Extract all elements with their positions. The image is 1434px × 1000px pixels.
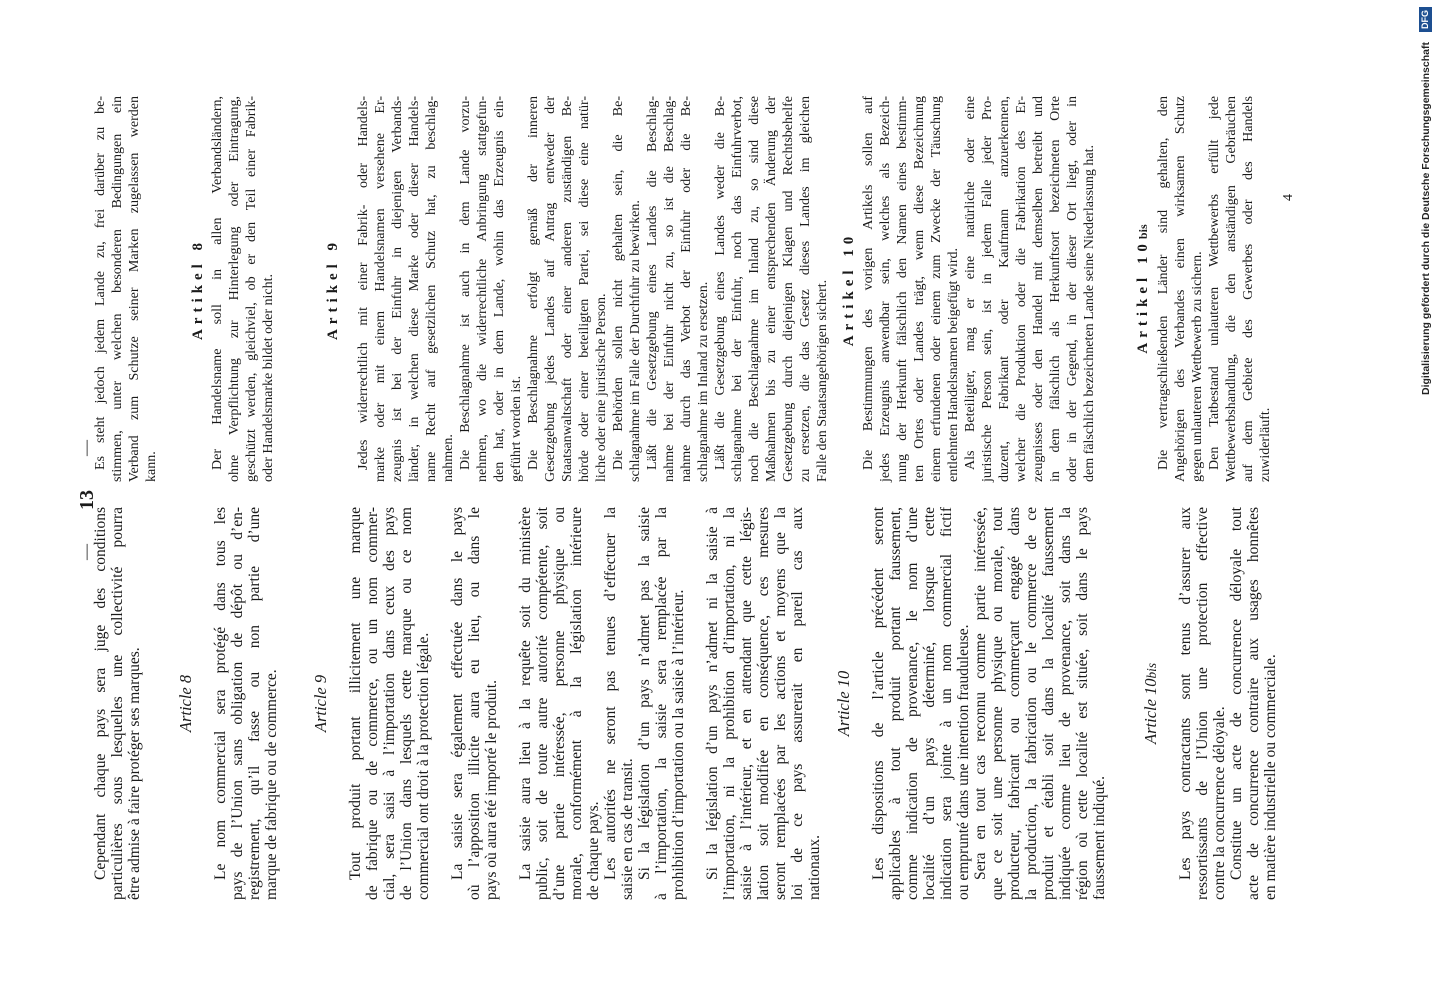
paragraph [644,96,712,482]
page-number: 13 [75,490,98,510]
text-line: schlagnahme im Falle der Durchfuhr zu bewirken. [628,200,643,482]
text-line: Si la législation d’un pays n’admet ni la saisie à [704,507,721,880]
text-line: hörde oder einer beteiligten Partei, sei diese eine natür- [577,96,592,482]
text-line: Falle den Staatsangehörigen sichert. [815,279,830,482]
text-line: Staatsanwaltschaft oder einer anderen zuständigen Be- [560,96,575,482]
text-line: kann. [144,451,159,482]
article-heading [177,507,194,900]
text-line: loi de ce pays assurerait en pareil cas aux [789,507,806,900]
paragraph [212,507,280,900]
article-heading-text: Artikel 10 [1135,239,1151,354]
text-line: indication sera jointe à un nom commercial fictif [938,507,955,900]
paragraph [457,96,525,482]
text-line: nationaux. [806,835,823,900]
text-line: saisie en cas de transit. [619,758,636,900]
article-heading-suffix: bis [1136,224,1150,240]
header-dash-left: — [78,544,95,560]
text-line: Maßnahmen bis zu einer entsprechenden Änderung der [764,96,779,482]
text-line: zu ersetzen, die das Gesetz dieses Landes im gleichen [798,96,813,482]
french-section [92,507,143,900]
german-section [325,96,831,482]
text-line: la production, la fabrication ou le commerce de ce [1023,507,1040,900]
text-line: être admise à faire protéger ses marques. [126,647,143,900]
text-line: Jedes widerrechtlich mit einer Fabrik- oder Handels- [356,96,371,470]
text-line: de chaque pays. [585,801,602,900]
text-line: name Recht auf gesetzlichen Schutz hat, zu beschlag- [424,96,439,482]
text-line: que ce soit une personne physique ou morale, tout [989,507,1006,900]
text-line: zeugnis ist bei der Einfuhr in diejenigen Verbands- [390,96,405,482]
paragraph [525,96,610,482]
text-line: Angehörigen des Verbandes einen wirksamen Schutz [1173,96,1188,482]
text-line: in dem fälschlich als Herkunftsort bezeichneten Orte [1048,96,1063,482]
text-line: marke oder mit einem Handelsnamen versehene Er- [373,96,388,482]
paragraph [1177,507,1228,900]
text-line: länder, in welchen diese Marke oder dieser Handels- [407,96,422,482]
text-line: acte de concurrence contraire aux usages honnêtes [1245,507,1262,900]
article-heading-text: Artikel 9 [325,237,341,341]
text-line: La saisie sera également effectuée dans le pays [449,507,466,880]
text-line: auf dem Gebiete des Gewerbes oder des Handels [1241,96,1256,482]
text-line: Läßt die Gesetzgebung eines Landes weder die Be- [713,96,728,470]
french-column [92,507,1279,900]
text-line: Als Beteiligter, mag er eine natürliche oder eine [963,96,978,470]
text-line: Die Beschlagnahme ist auch in dem Lande vorzu- [458,96,473,470]
paragraph [347,507,432,900]
text-line: indiquée comme lieu de provenance, soit dans la [1057,507,1074,900]
paragraph-group [355,96,831,482]
paragraph [712,96,831,482]
text-line: gegen unlauteren Wettbewerb zu sichern. [1190,251,1205,482]
text-line: producteur, fabricant ou commerçant engagé dans [1006,507,1023,900]
text-line: en matière industrielle ou commerciale. [1262,654,1279,900]
text-line: La saisie aura lieu à la requête soit du ministère [517,507,534,880]
article-heading-text: Article 10 [1141,678,1160,744]
text-line: l’importation, ni la prohibition d’importation, ni la [721,507,738,900]
paragraph-group [860,96,1098,482]
article-heading [1135,96,1152,482]
paragraph [704,507,823,900]
text-line: Le nom commercial sera protégé dans tous les [212,507,229,880]
text-line: prohibition d’importation ou la saisie à l’intérieur. [670,589,687,900]
text-line: comme indication de provenance, le nom d’une [904,507,921,900]
text-line: Verband zum Schutze seiner Marken zugelassen werden [127,96,142,482]
paragraph [636,507,687,900]
paragraph [355,96,457,482]
paragraph [1155,96,1206,482]
text-line: Tout produit portant illicitement une marque [347,507,364,880]
article-heading [312,507,329,900]
text-line: cial, sera saisi à l’importation dans ceux des pays [381,507,398,900]
text-line: Les autorités ne seront pas tenues d’effectuer la [602,507,619,880]
text-line: ressortissants de l’Union une protection effective [1194,507,1211,900]
paragraph [1228,507,1279,900]
text-line: lation soit modifiée en conséquence, ces mesures [755,507,772,900]
article-heading [325,96,342,482]
paragraph-group [870,507,1108,900]
text-line: faussement indiqué. [1091,776,1108,900]
text-line: ou emprunté dans une intention frauduleuse. [955,624,972,900]
text-line: de l’Union dans lesquels cette marque ou ce nom [398,507,415,900]
text-line: welcher die Produktion oder die Fabrikation des Er- [1014,96,1029,482]
text-line: zeugnisses oder den Handel mit demselben betreibt und [1031,96,1046,482]
text-line: Gesetzgebung jedes Landes auf Antrag entweder der [543,96,558,482]
paragraph [449,507,500,900]
paragraph [870,507,972,900]
text-line: oder Handelsmarke bildet oder nicht. [261,274,276,482]
text-line: zuwiderläuft. [1258,407,1273,482]
paragraph-group [449,507,500,900]
paragraph [92,96,160,482]
german-section [190,96,277,482]
text-line: jedes Erzeugnis anwendbar sein, welches als Bezeich- [878,96,893,482]
article-heading-text: Artikel 10 [841,231,857,347]
german-column [92,96,1274,482]
paragraph [209,96,277,482]
german-section [1135,96,1274,482]
article-heading-text: Article 9 [311,674,330,733]
article-heading-text: Article 10 [834,670,853,737]
text-line: Der Handelsname soll in allen Verbandsländern, [210,96,225,470]
paragraph-group [92,507,143,900]
text-line: Die Beschlagnahme erfolgt gemäß der inneren [526,96,541,470]
text-line: applicables à tout produit portant faussement, [887,507,904,900]
text-line: einem erfundenen oder einem zum Zwecke der Täuschung [929,96,944,482]
text-line: Den Tatbestand unlauteren Wettbewerbs erfüllt jede [1207,96,1222,470]
text-line: nahme durch das Verbot der Einfuhr oder die Be- [679,96,694,482]
paragraph [602,507,636,900]
text-line: localité d’un pays déterminé, lorsque cette [921,507,938,900]
text-line: particulières sous lesquelles une collectivité pourra [109,507,126,900]
paragraph-group [1155,96,1274,482]
text-line: de fabrique ou de commerce, ou un nom commer- [364,507,381,900]
digitization-credit-text: Digitalisierung gefördert durch die Deutsche Forschungsgemeinschaft [1419,42,1432,395]
text-line: Läßt die Gesetzgebung eines Landes die Beschlag- [645,96,660,470]
text-line: geführt worden ist. [509,375,524,482]
paragraph [517,507,602,900]
paragraph-group [517,507,687,900]
text-line: stimmen, unter welchen besonderen Bedingungen ein [110,96,125,482]
french-section [177,507,280,900]
text-line: Die vertragschließenden Länder sind gehalten, den [1156,96,1171,470]
text-line: commercial ont droit à la protection légale. [415,632,432,900]
text-line: Les pays contractants sont tenus d’assurer aux [1177,507,1194,880]
paragraph [92,507,143,900]
text-line: den hat, oder in dem Lande, wohin das Erzeugnis ein- [492,96,507,482]
text-line: registrement, qu’il fasse ou non partie d’une [246,507,263,900]
header-dash-right: — [78,440,95,456]
text-line: morale, conformément à la législation intérieure [568,507,585,900]
text-line: Cependant chaque pays sera juge des conditions [92,507,109,880]
article-heading [190,96,207,482]
text-line: oder in der Gegend, in der dieser Ort liegt, oder in [1065,96,1080,482]
french-section [835,507,1108,900]
text-line: contre la concurrence déloyale. [1211,706,1228,900]
french-section [312,507,823,900]
text-line: produit et établi soit dans la localité faussement [1040,507,1057,900]
text-line: juristische Person sein, ist in jedem Falle jeder Pro- [980,96,995,482]
paragraph-group [704,507,823,900]
text-line: schlagnahme bei der Einfuhr, noch das Einfuhrverbot, [730,96,745,482]
text-line: Constitue un acte de concurrence déloyale tout [1228,507,1245,880]
digitization-credit [1418,7,1433,395]
article-heading [835,507,852,900]
footer-page-number: 4 [1281,194,1296,201]
text-line: Die Bestimmungen des vorigen Artikels sollen auf [861,96,876,470]
text-line: à l’importation, la saisie sera remplacée par la [653,507,670,900]
text-line: pays où aura été importé le produit. [483,680,500,900]
article-heading [1142,507,1159,900]
article-heading-text: Artikel 8 [190,237,206,341]
text-line: nung der Herkunft fälschlich den Namen eines bestimm- [895,96,910,482]
paragraph-group [347,507,432,900]
text-line: duzent, Fabrikant oder Kaufmann anzuerkennen, [997,96,1012,482]
dfg-logo: DFG [1419,7,1432,32]
text-line: seront remplacées par les actions et moyens que la [772,507,789,900]
text-line: où l’apposition illicite aura eu lieu, ou dans le [466,507,483,900]
text-line: Sera en tout cas reconnu comme partie intéressée, [972,507,989,880]
paragraph-group [212,507,280,900]
paragraph [610,96,644,482]
paragraph [962,96,1098,482]
text-line: entlehnten Handelsnamen beigefügt wird. [946,247,961,482]
text-line: Gesetzgebung durch diejenigen Klagen und Rechtsbehelfe [781,96,796,482]
text-line: nehmen, wo die widerrechtliche Anbringung stattgefun- [475,96,490,482]
text-line: nahme bei der Einfuhr nicht zu, so ist die Beschlag- [662,96,677,482]
text-line: noch die Beschlagnahme im Inland zu, so sind diese [747,96,762,482]
text-line: Les dispositions de l’article précédent seront [870,507,887,880]
text-line: schlagnahme im Inland zu ersetzen. [696,281,711,482]
german-section [92,96,160,482]
text-line: marque de fabrique ou de commerce. [263,669,280,900]
article-heading [841,96,858,482]
text-line: d’une partie intéressée, personne physique ou [551,507,568,900]
german-section [841,96,1098,482]
text-line: geschützt werden, gleichviel, ob er den Teil einer Fabrik- [244,96,259,482]
paragraph [860,96,962,482]
text-line: public, soit de toute autre autorité compétente, soit [534,507,551,900]
text-line: dem fälschlich bezeichneten Lande seine Niederlassung hat. [1082,144,1097,482]
text-line: Es steht jedoch jedem Lande zu, frei darüber zu be- [93,96,108,470]
paragraph-group [209,96,277,482]
text-line: pays de l’Union sans obligation de dépôt ou d’en- [229,507,246,900]
article-heading-suffix: bis [1144,663,1159,679]
text-line: ohne Verpflichtung zur Hinterlegung oder Eintragung, [227,96,242,482]
text-line: ten Ortes oder Landes trägt, wenn diese Bezeichnung [912,96,927,482]
text-line: Die Behörden sollen nicht gehalten sein, die Be- [611,96,626,470]
paragraph [1206,96,1274,482]
paragraph-group [92,96,160,482]
french-section [1142,507,1279,900]
text-line: saisie à l’intérieur, et en attendant que cette légis- [738,507,755,900]
text-line: nahmen. [441,434,456,482]
paragraph-group [1177,507,1279,900]
text-line: Si la législation d’un pays n’admet pas la saisie [636,507,653,880]
text-line: Wettbewerbshandlung, die den anständigen Gebräuchen [1224,96,1239,482]
text-line: liche oder eine juristische Person. [594,293,609,482]
text-line: région où cette localité est située, soit dans le pays [1074,507,1091,900]
paragraph [972,507,1108,900]
article-heading-text: Article 8 [176,674,195,733]
